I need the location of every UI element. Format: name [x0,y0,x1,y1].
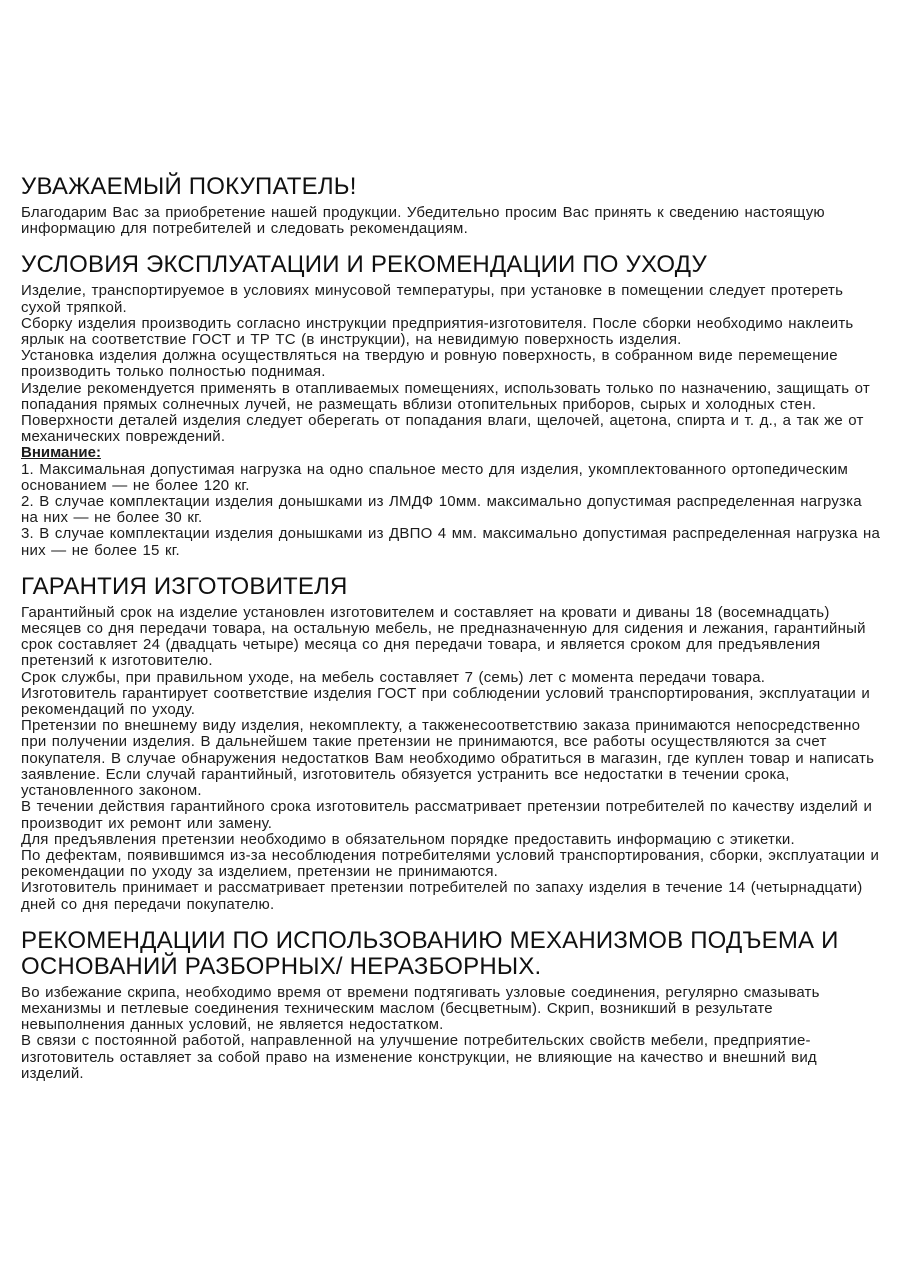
care-paragraph: Изделие, транспортируемое в условиях минусовой температуры, при установке в помещении следует протереть сухой тряпкой. [21,282,844,316]
attention-label: Внимание: [21,444,101,462]
section-heading-warranty: ГАРАНТИЯ ИЗГОТОВИТЕЛЯ [21,572,348,600]
warranty-paragraph: Претензии по внешнему виду изделия, некомплекту, а такженесоответствию заказа принимаются непосредственно при получении изделия. В дальнейшем такие претензии не принимаются, все работы осуществляются за счет покупателя. В случае обнаружения недостатков Вам необходимо обратиться в магазин, где куплен товар и написать заявление. Если случай гарантийный, изготовитель обязуется устранить все недостатки в течении срока, установленного законом. [21,717,875,800]
care-paragraph: Сборку изделия производить согласно инструкции предприятия-изготовителя. После сборки необходимо наклеить ярлык на соответствие ГОСТ и ТР ТС (в инструкции), на невидимую поверхность изделия. [21,314,854,349]
greeting-paragraph: Благодарим Вас за приобретение нашей продукции. Убедительно просим Вас принять к сведению настоящую информацию для потребителей и следовать рекомендациям. [21,204,825,238]
section-care [21,252,882,558]
care-paragraph: Поверхности деталей изделия следует оберегать от попадания влаги, щелочей, ацетона, спирта и т. д., а так же от механических повреждений. [21,412,864,446]
attention-item: 3. В случае комплектации изделия донышками из ДВПО 4 мм. максимально допустимая распределенная нагрузка на них — не более 15 кг. [21,525,881,559]
warranty-paragraph: Изготовитель гарантирует соответствие изделия ГОСТ при соблюдении условий транспортирования, эксплуатации и рекомендаций по уходу. [21,684,870,719]
care-paragraph: Изделие рекомендуется применять в отапливаемых помещениях, использовать только по назначению, защищать от попадания прямых солнечных лучей, не размещать вблизи отопительных приборов, сырых и холодных стен. [21,379,870,413]
attention-item: 1. Максимальная допустимая нагрузка на одно спальное место для изделия, укомплектованного ортопедическим основанием — не более 120 кг. [21,460,848,494]
warranty-paragraph: Срок службы, при правильном уходе, на мебель составляет 7 (семь) лет с момента передачи товара. [21,668,766,686]
warranty-paragraph: Изготовитель принимает и рассматривает претензии потребителей по запаху изделия в течение 14 (четырнадцати) дней со дня передачи покупателю. [21,879,863,913]
section-heading-care: УСЛОВИЯ ЭКСПЛУАТАЦИИ И РЕКОМЕНДАЦИИ ПО УХОДУ [21,251,707,279]
warranty-paragraph: По дефектам, появившимся из-за несоблюдения потребителями условий транспортирования, сборки, эксплуатации и рекомендации по уходу за изделием, претензии не принимаются. [21,846,880,881]
section-greeting [21,174,882,237]
section-mechanisms [21,928,882,1082]
mechanisms-paragraph: Во избежание скрипа, необходимо время от времени подтягивать узловые соединения, регулярно смазывать механизмы и петлевые соединения техническим маслом (бесцветным). Скрип, возникший в результате невыполнения данных условий, не является недостатком. [21,983,820,1034]
attention-item: 2. В случае комплектации изделия донышками из ЛМДФ 10мм. максимально допустимая распределенная нагрузка на них — не более 30 кг. [21,493,862,527]
section-warranty [21,574,882,913]
warranty-paragraph: Для предъявления претензии необходимо в обязательном порядке предоставить информацию с этикетки. [21,830,795,848]
warranty-paragraph: В течении действия гарантийного срока изготовитель рассматривает претензии потребителей по качеству изделий и производит их ремонт или замену. [21,798,873,832]
warranty-paragraph: Гарантийный срок на изделие установлен изготовителем и составляет на кровати и диваны 18 (восемнадцать) месяцев со дня передачи товара, на остальную мебель, не предназначенную для сидения и лежания, гарантийный срок составляет 24 (двадцать четыре) месяца со дня передачи товара, и является сроком для предъявления претензий к изготовителю. [21,603,866,670]
mechanisms-paragraph: В связи с постоянной работой, направленной на улучшение потребительских свойств мебели, предприятие-изготовитель оставляет за собой право на изменение конструкции, не влияющие на качество и внешний вид изделий. [21,1032,817,1082]
care-paragraph: Установка изделия должна осуществляться на твердую и ровную поверхность, в собранном виде перемещение производить только полностью поднимая. [21,347,838,381]
section-heading-greeting: УВАЖАЕМЫЙ ПОКУПАТЕЛЬ! [21,173,357,200]
section-heading-mechanisms: РЕКОМЕНДАЦИИ ПО ИСПОЛЬЗОВАНИЮ МЕХАНИЗМОВ ПОДЪЕМА И ОСНОВАНИЙ РАЗБОРНЫХ/ НЕРАЗБОРНЫХ. [21,926,839,980]
